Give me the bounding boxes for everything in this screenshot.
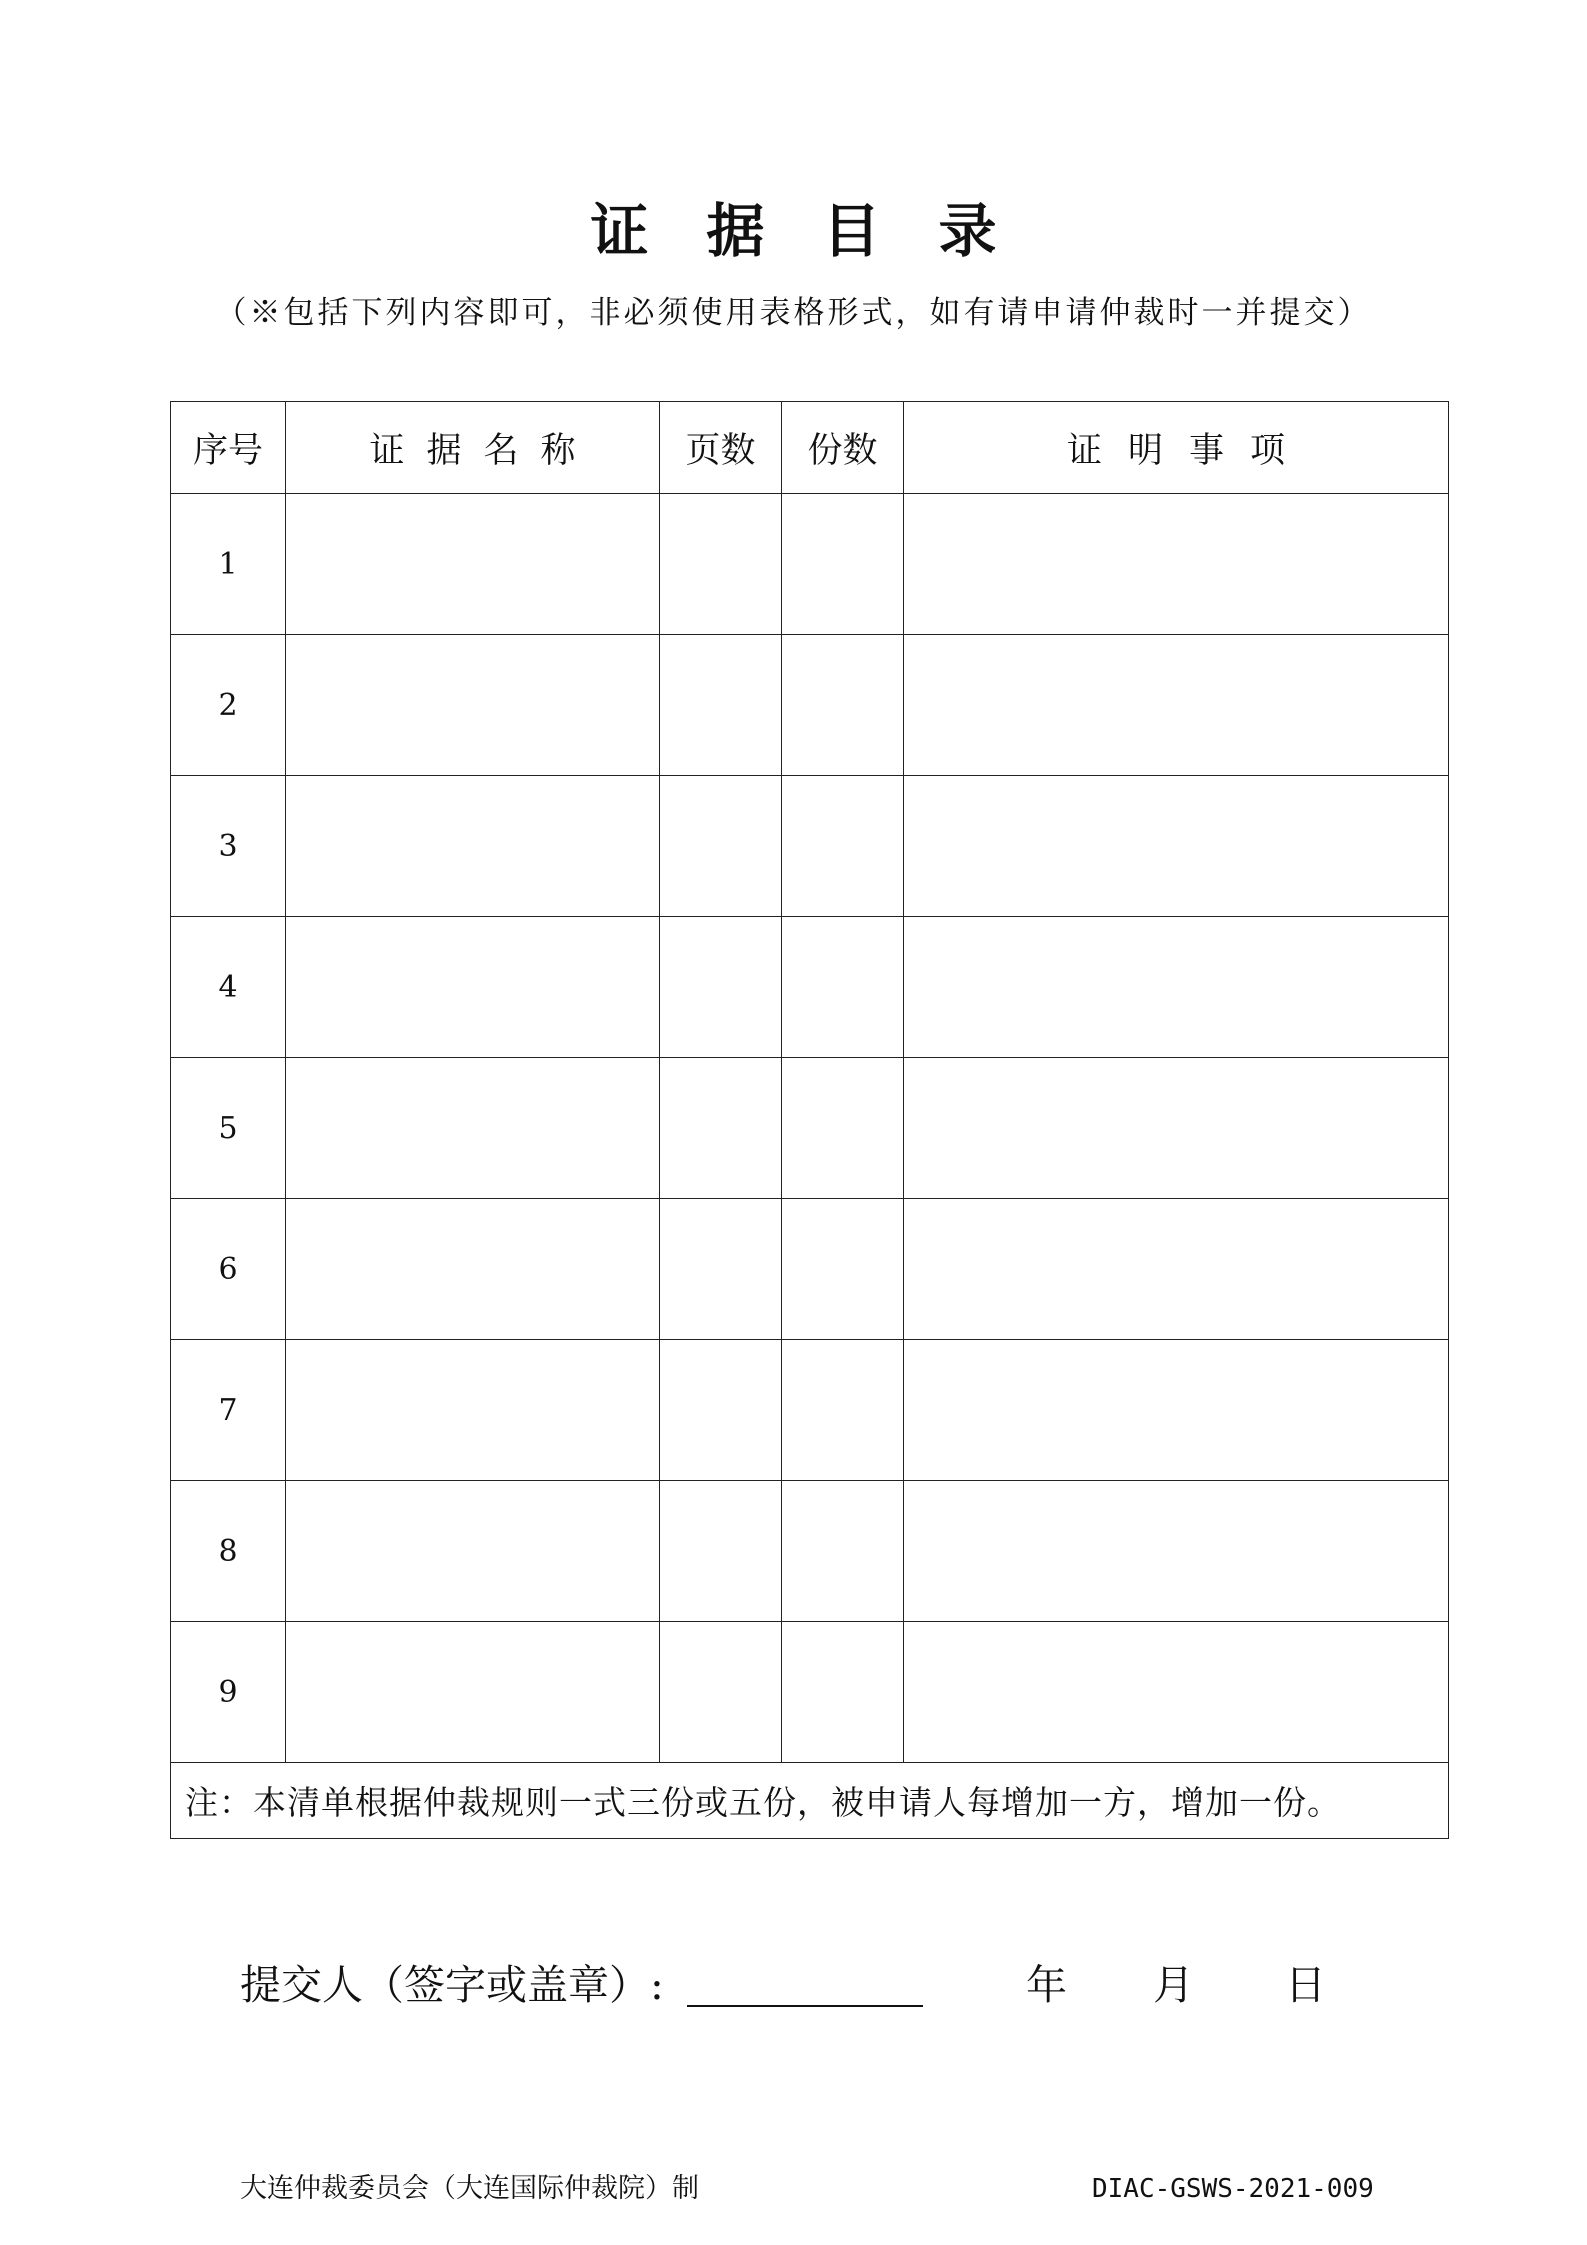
- copy-count-cell[interactable]: [782, 1622, 904, 1763]
- row-number: 3: [171, 776, 286, 917]
- evidence-name-cell[interactable]: [286, 1199, 660, 1340]
- copy-count-cell[interactable]: [782, 1481, 904, 1622]
- table-row: [171, 1481, 1449, 1622]
- proof-items-cell[interactable]: [904, 494, 1449, 635]
- proof-items-cell[interactable]: [904, 1481, 1449, 1622]
- proof-items-cell[interactable]: [904, 1622, 1449, 1763]
- header-proof-items: 证明事项: [904, 402, 1449, 494]
- header-evidence-name: 证据名称: [286, 402, 660, 494]
- footer-form-code: DIAC-GSWS-2021-009: [1092, 2174, 1374, 2204]
- copy-count-cell[interactable]: [782, 494, 904, 635]
- row-number: 8: [171, 1481, 286, 1622]
- table-row: [171, 776, 1449, 917]
- proof-items-cell[interactable]: [904, 917, 1449, 1058]
- proof-items-cell[interactable]: [904, 1340, 1449, 1481]
- evidence-name-cell[interactable]: [286, 1058, 660, 1199]
- copy-count-cell[interactable]: [782, 776, 904, 917]
- copy-count-cell[interactable]: [782, 1340, 904, 1481]
- header-copy-count: 份数: [782, 402, 904, 494]
- footer-issuer: 大连仲裁委员会（大连国际仲裁院）制: [240, 2173, 699, 2204]
- row-number: 5: [171, 1058, 286, 1199]
- page-count-cell[interactable]: [660, 635, 782, 776]
- evidence-name-cell[interactable]: [286, 1340, 660, 1481]
- page-count-cell[interactable]: [660, 776, 782, 917]
- date-day-label: 日: [1285, 1961, 1326, 2009]
- page-subtitle: （※包括下列内容即可，非必须使用表格形式，如有请申请仲裁时一并提交）: [215, 295, 1372, 331]
- header-serial-number: 序号: [171, 402, 286, 494]
- page-count-cell[interactable]: [660, 1340, 782, 1481]
- page-count-cell[interactable]: [660, 1622, 782, 1763]
- table-row: [171, 494, 1449, 635]
- evidence-name-cell[interactable]: [286, 1481, 660, 1622]
- date-year-label: 年: [1026, 1961, 1067, 2009]
- evidence-name-cell[interactable]: [286, 494, 660, 635]
- page-count-cell[interactable]: [660, 1199, 782, 1340]
- copy-count-cell[interactable]: [782, 1058, 904, 1199]
- page-count-cell[interactable]: [660, 1058, 782, 1199]
- table-row: [171, 1340, 1449, 1481]
- proof-items-cell[interactable]: [904, 1199, 1449, 1340]
- row-number: 2: [171, 635, 286, 776]
- copy-count-cell[interactable]: [782, 917, 904, 1058]
- table-note-row: [171, 1763, 1449, 1839]
- row-number: 1: [171, 494, 286, 635]
- table-note: 注：本清单根据仲裁规则一式三份或五份，被申请人每增加一方，增加一份。: [171, 1763, 1449, 1839]
- proof-items-cell[interactable]: [904, 635, 1449, 776]
- table-header-row: [171, 402, 1449, 494]
- submitter-label: 提交人（签字或盖章）:: [240, 1961, 664, 2009]
- evidence-table: [170, 401, 1449, 1839]
- evidence-name-cell[interactable]: [286, 1622, 660, 1763]
- evidence-name-cell[interactable]: [286, 776, 660, 917]
- copy-count-cell[interactable]: [782, 635, 904, 776]
- table-row: [171, 1058, 1449, 1199]
- proof-items-cell[interactable]: [904, 776, 1449, 917]
- page-title: 证据目录: [590, 197, 1055, 265]
- evidence-name-cell[interactable]: [286, 917, 660, 1058]
- proof-items-cell[interactable]: [904, 1058, 1449, 1199]
- table-row: [171, 635, 1449, 776]
- page-count-cell[interactable]: [660, 917, 782, 1058]
- row-number: 4: [171, 917, 286, 1058]
- row-number: 6: [171, 1199, 286, 1340]
- copy-count-cell[interactable]: [782, 1199, 904, 1340]
- signature-blank-line[interactable]: [687, 2005, 923, 2007]
- page-count-cell[interactable]: [660, 1481, 782, 1622]
- header-page-count: 页数: [660, 402, 782, 494]
- row-number: 9: [171, 1622, 286, 1763]
- page-count-cell[interactable]: [660, 494, 782, 635]
- evidence-name-cell[interactable]: [286, 635, 660, 776]
- table-row: [171, 1199, 1449, 1340]
- row-number: 7: [171, 1340, 286, 1481]
- date-month-label: 月: [1153, 1961, 1194, 2009]
- table-row: [171, 1622, 1449, 1763]
- table-row: [171, 917, 1449, 1058]
